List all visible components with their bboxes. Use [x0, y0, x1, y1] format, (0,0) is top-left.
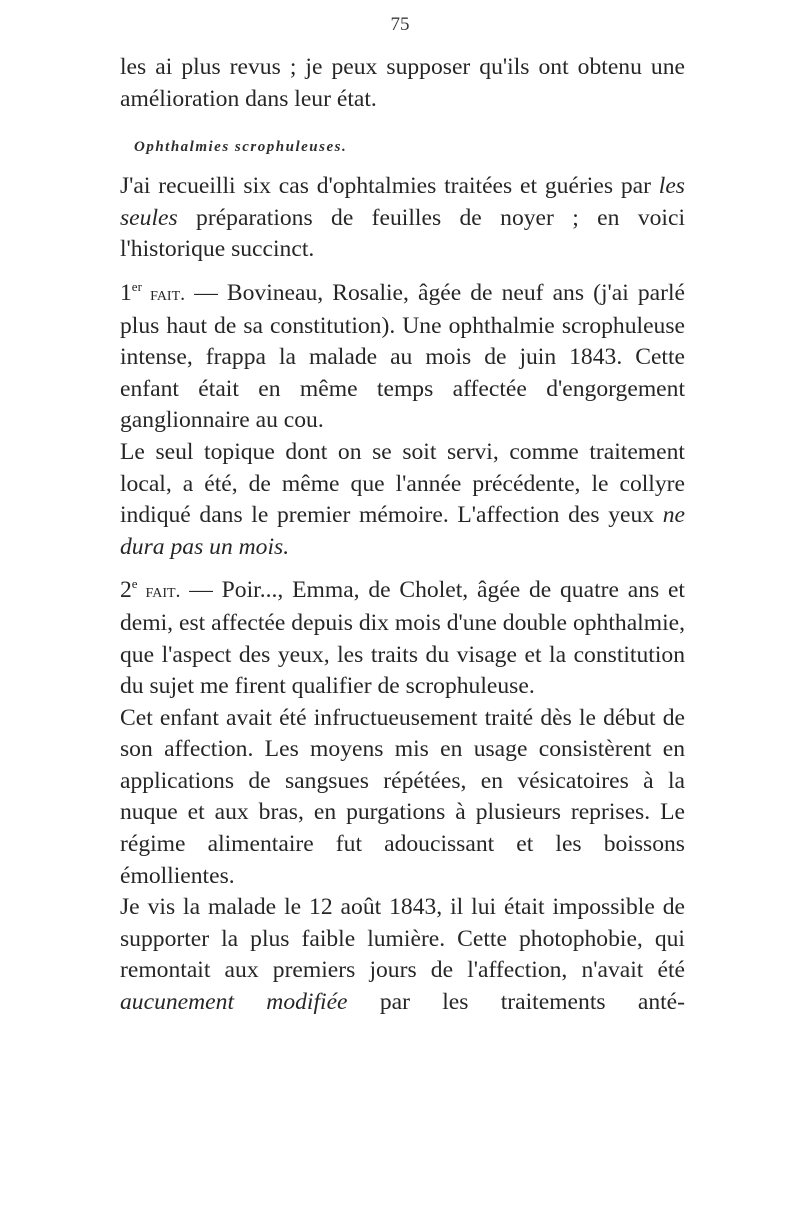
paragraph-intro	[120, 171, 685, 266]
case-2-visit-text-a: Je vis la malade le 12 août 1843, il lui était impossible de supporter la plus faible lumière. Cette photophobie, qui remontait aux premiers jours de l'affection, n'avait été	[120, 894, 685, 984]
paragraph-continuation: les ai plus revus ; je peux supposer qu'ils ont obtenu une amélioration dans leur état.	[120, 54, 685, 112]
case-2-visit-paragraph	[120, 892, 685, 1018]
case-2-text: — Poir..., Emma, de Cholet, âgée de quatre ans et demi, est affectée depuis dix mois d'une double ophthalmie, que l'aspect des yeux, les traits du visage et la constitution du sujet me firent qualifier de scrophuleuse.	[120, 577, 685, 700]
case-1-treatment-paragraph	[120, 437, 685, 563]
case-2-paragraph	[120, 575, 685, 702]
case-1-label: fait.	[141, 282, 186, 305]
intro-text-a: J'ai recueilli six cas d'ophtalmies traitées et guéries par	[120, 173, 659, 200]
case-2-label: fait.	[137, 580, 181, 603]
intro-emphasis: les seules	[120, 173, 685, 231]
case-2-visit-emphasis: aucunement modifiée	[120, 989, 348, 1016]
case-1-treatment-emphasis: ne dura pas un mois.	[120, 502, 685, 560]
case-2-ordinal: e	[131, 576, 138, 592]
case-1-ordinal: er	[131, 279, 142, 295]
case-2-number: 2	[120, 577, 132, 604]
section-heading: Ophthalmies scrophuleuses.	[134, 139, 348, 156]
case-1-treatment-text: Le seul topique dont on se soit servi, comme traitement local, a été, de même que l'année précédente, le collyre indiqué dans le premier mémoire. L'affection des yeux	[120, 438, 685, 529]
page-number: 75	[390, 14, 410, 35]
case-2-visit-text-b: par les traitements anté-	[347, 989, 685, 1016]
case-1-text: — Bovineau, Rosalie, âgée de neuf ans (j'ai parlé plus haut de sa constitution). Une ophthalmie scrophuleuse intense, frappa la malade au mois de juin 1843. Cette enfant était en même temps affectée d'engorgement ganglionnaire au cou.	[120, 279, 686, 434]
case-1-paragraph	[120, 278, 685, 437]
case-1-number: 1	[120, 279, 132, 306]
body-text	[120, 52, 685, 1019]
intro-text-b: préparations de feuilles de noyer ; en voici l'historique succinct.	[120, 204, 685, 263]
case-2-history-paragraph: Cet enfant avait été infructueusement traité dès le début de son affection. Les moyens mis en usage consistèrent en applications de sangsues répétées, en vésicatoires à la nuque et aux bras, en purgations à plusieurs reprises. Le régime alimentaire fut adoucissant et les boissons émollientes.	[120, 704, 685, 889]
